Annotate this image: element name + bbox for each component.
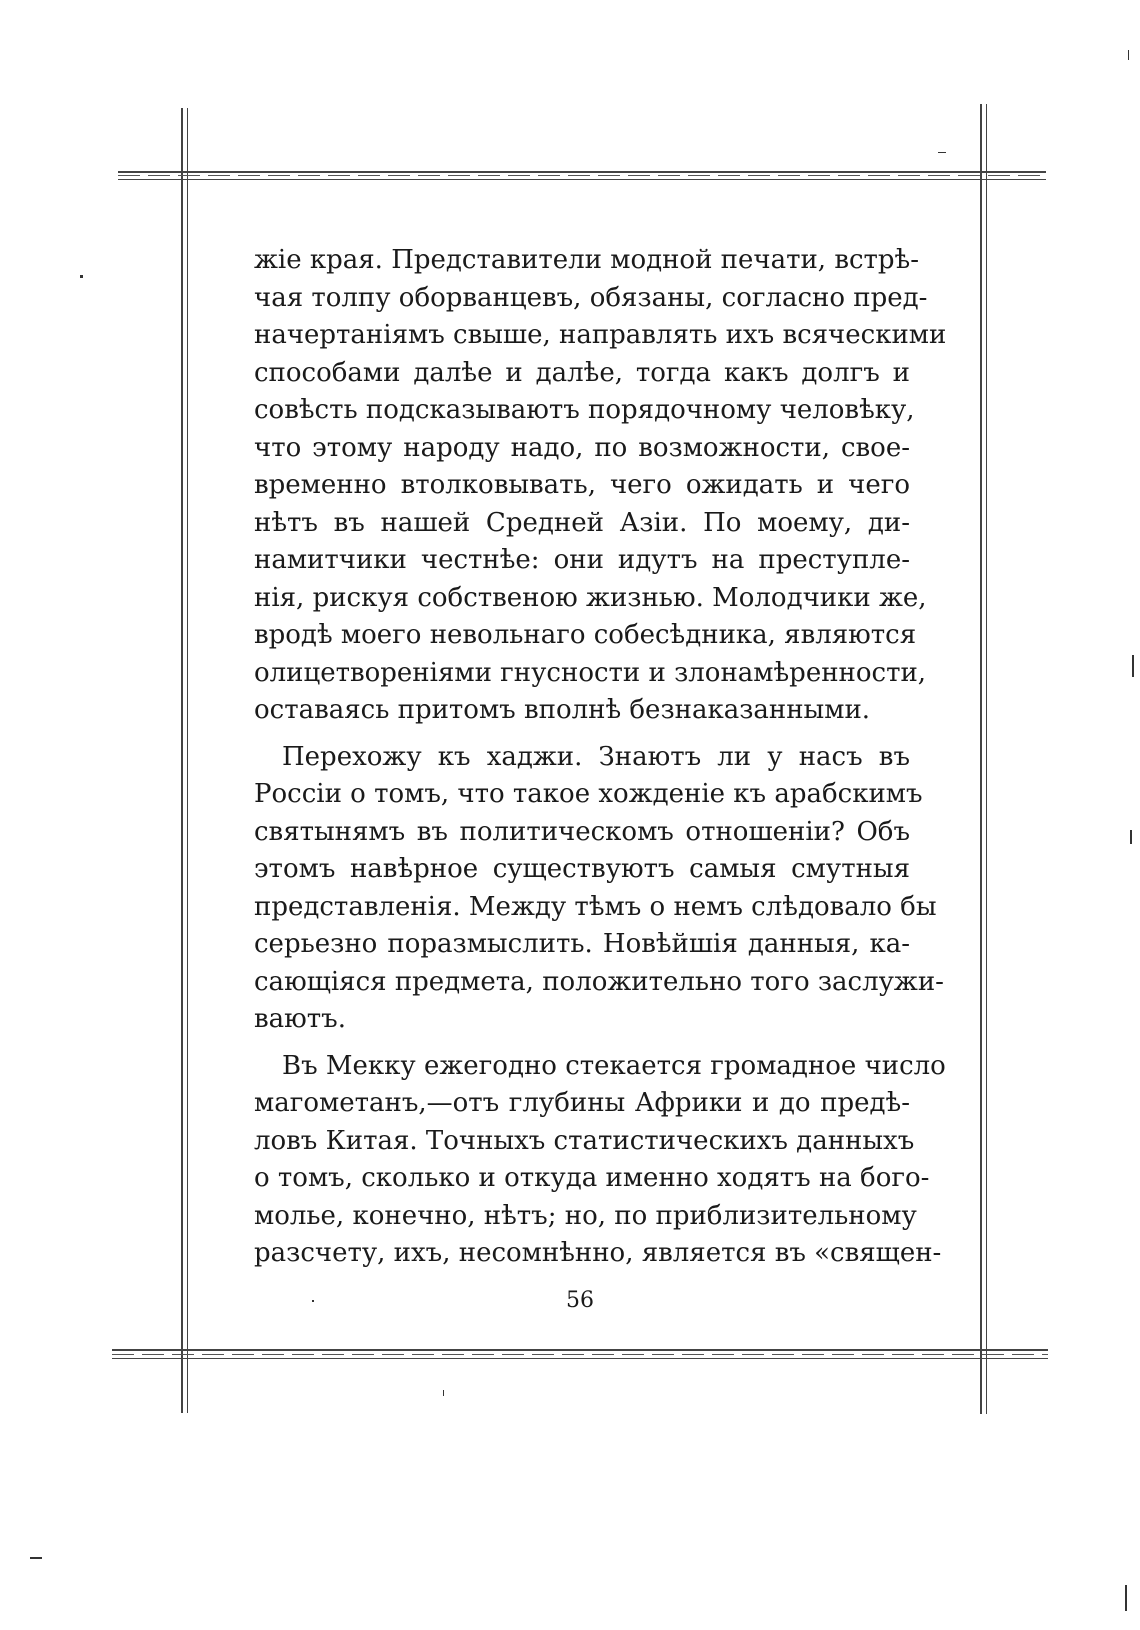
text-line: разсчету, ихъ, несомнѣнно, является въ «священ-	[254, 1238, 942, 1268]
frame-top-rule-2	[118, 175, 1046, 176]
text-line: временно втолковывать, чего ожидать и чего	[254, 470, 910, 500]
scan-speck	[312, 1300, 314, 1302]
frame-right-rule-inner	[986, 104, 987, 1414]
text-line: этомъ навѣрное существуютъ самыя смутныя	[254, 854, 910, 884]
text-line: молье, конечно, нѣтъ; но, по приблизительному	[254, 1200, 917, 1231]
scan-speck	[1128, 50, 1129, 60]
body-text	[254, 242, 947, 1273]
frame-top-rule-3	[118, 179, 1046, 180]
frame-bottom-rule-3	[112, 1358, 1048, 1359]
frame-bottom-rule-1	[112, 1349, 1048, 1351]
frame-left-rule-outer	[181, 108, 183, 1413]
paragraph-2	[254, 739, 944, 1039]
paragraph-3	[254, 1048, 946, 1273]
text-line: намитчики честнѣе: они идутъ на преступле-	[254, 545, 910, 575]
text-line: магометанъ,—отъ глубины Африки и до предѣ-	[254, 1088, 910, 1118]
text-line: Перехожу къ хаджи. Знаютъ ли у насъ въ	[282, 741, 910, 772]
text-line: олицетвореніями гнусности и злонамѣренности,	[254, 657, 927, 688]
text-line: начертаніямъ свыше, направлять ихъ всяческими	[254, 320, 947, 350]
scan-speck	[938, 152, 946, 153]
text-line: совѣсть подсказываютъ порядочному человѣку,	[254, 395, 915, 425]
text-line: что этому народу надо, по возможности, свое-	[254, 432, 910, 463]
scan-speck	[1130, 830, 1132, 844]
scan-speck	[80, 275, 83, 278]
text-line: Россіи о томъ, что такое хожденіе къ арабскимъ	[254, 779, 923, 809]
text-line: нія, рискуя собственою жизнью. Молодчики же,	[254, 582, 927, 613]
text-line: о томъ, сколько и откуда именно ходятъ на бого-	[254, 1163, 930, 1193]
text-line: ваютъ.	[254, 1004, 346, 1034]
text-line: серьезно поразмыслить. Новѣйшія данныя, ка-	[254, 929, 910, 959]
frame-right-rule-outer	[980, 104, 982, 1414]
frame-top-rule-1	[118, 171, 1046, 173]
text-line: нѣтъ въ нашей Средней Азіи. По моему, ди-	[254, 507, 910, 538]
text-line: вродѣ моего невольнаго собесѣдника, являются	[254, 620, 917, 650]
text-line: сающіяся предмета, положительно того заслужи-	[254, 966, 944, 997]
text-line: оставаясь притомъ вполнѣ безнаказанными.	[254, 695, 871, 725]
frame-left-rule-inner	[187, 108, 188, 1413]
scan-speck	[1125, 1585, 1127, 1611]
scan-speck	[443, 1390, 444, 1396]
text-line: способами далѣе и далѣе, тогда какъ долгъ и	[254, 357, 910, 388]
text-line: жіе края. Представители модной печати, встрѣ-	[254, 245, 920, 275]
scan-speck	[30, 1557, 42, 1559]
text-line: Въ Мекку ежегодно стекается громадное число	[282, 1050, 946, 1081]
text-line: святынямъ въ политическомъ отношеніи? Объ	[254, 816, 910, 847]
frame-bottom-rule-2	[112, 1354, 1048, 1355]
page-number: 56	[566, 1288, 594, 1313]
text-line: представленія. Между тѣмъ о немъ слѣдовало бы	[254, 891, 937, 922]
paragraph-1	[254, 242, 947, 730]
text-line: чая толпу оборванцевъ, обязаны, согласно пред-	[254, 282, 928, 313]
text-line: ловъ Китая. Точныхъ статистическихъ данныхъ	[254, 1125, 915, 1156]
scan-speck	[1132, 655, 1134, 677]
